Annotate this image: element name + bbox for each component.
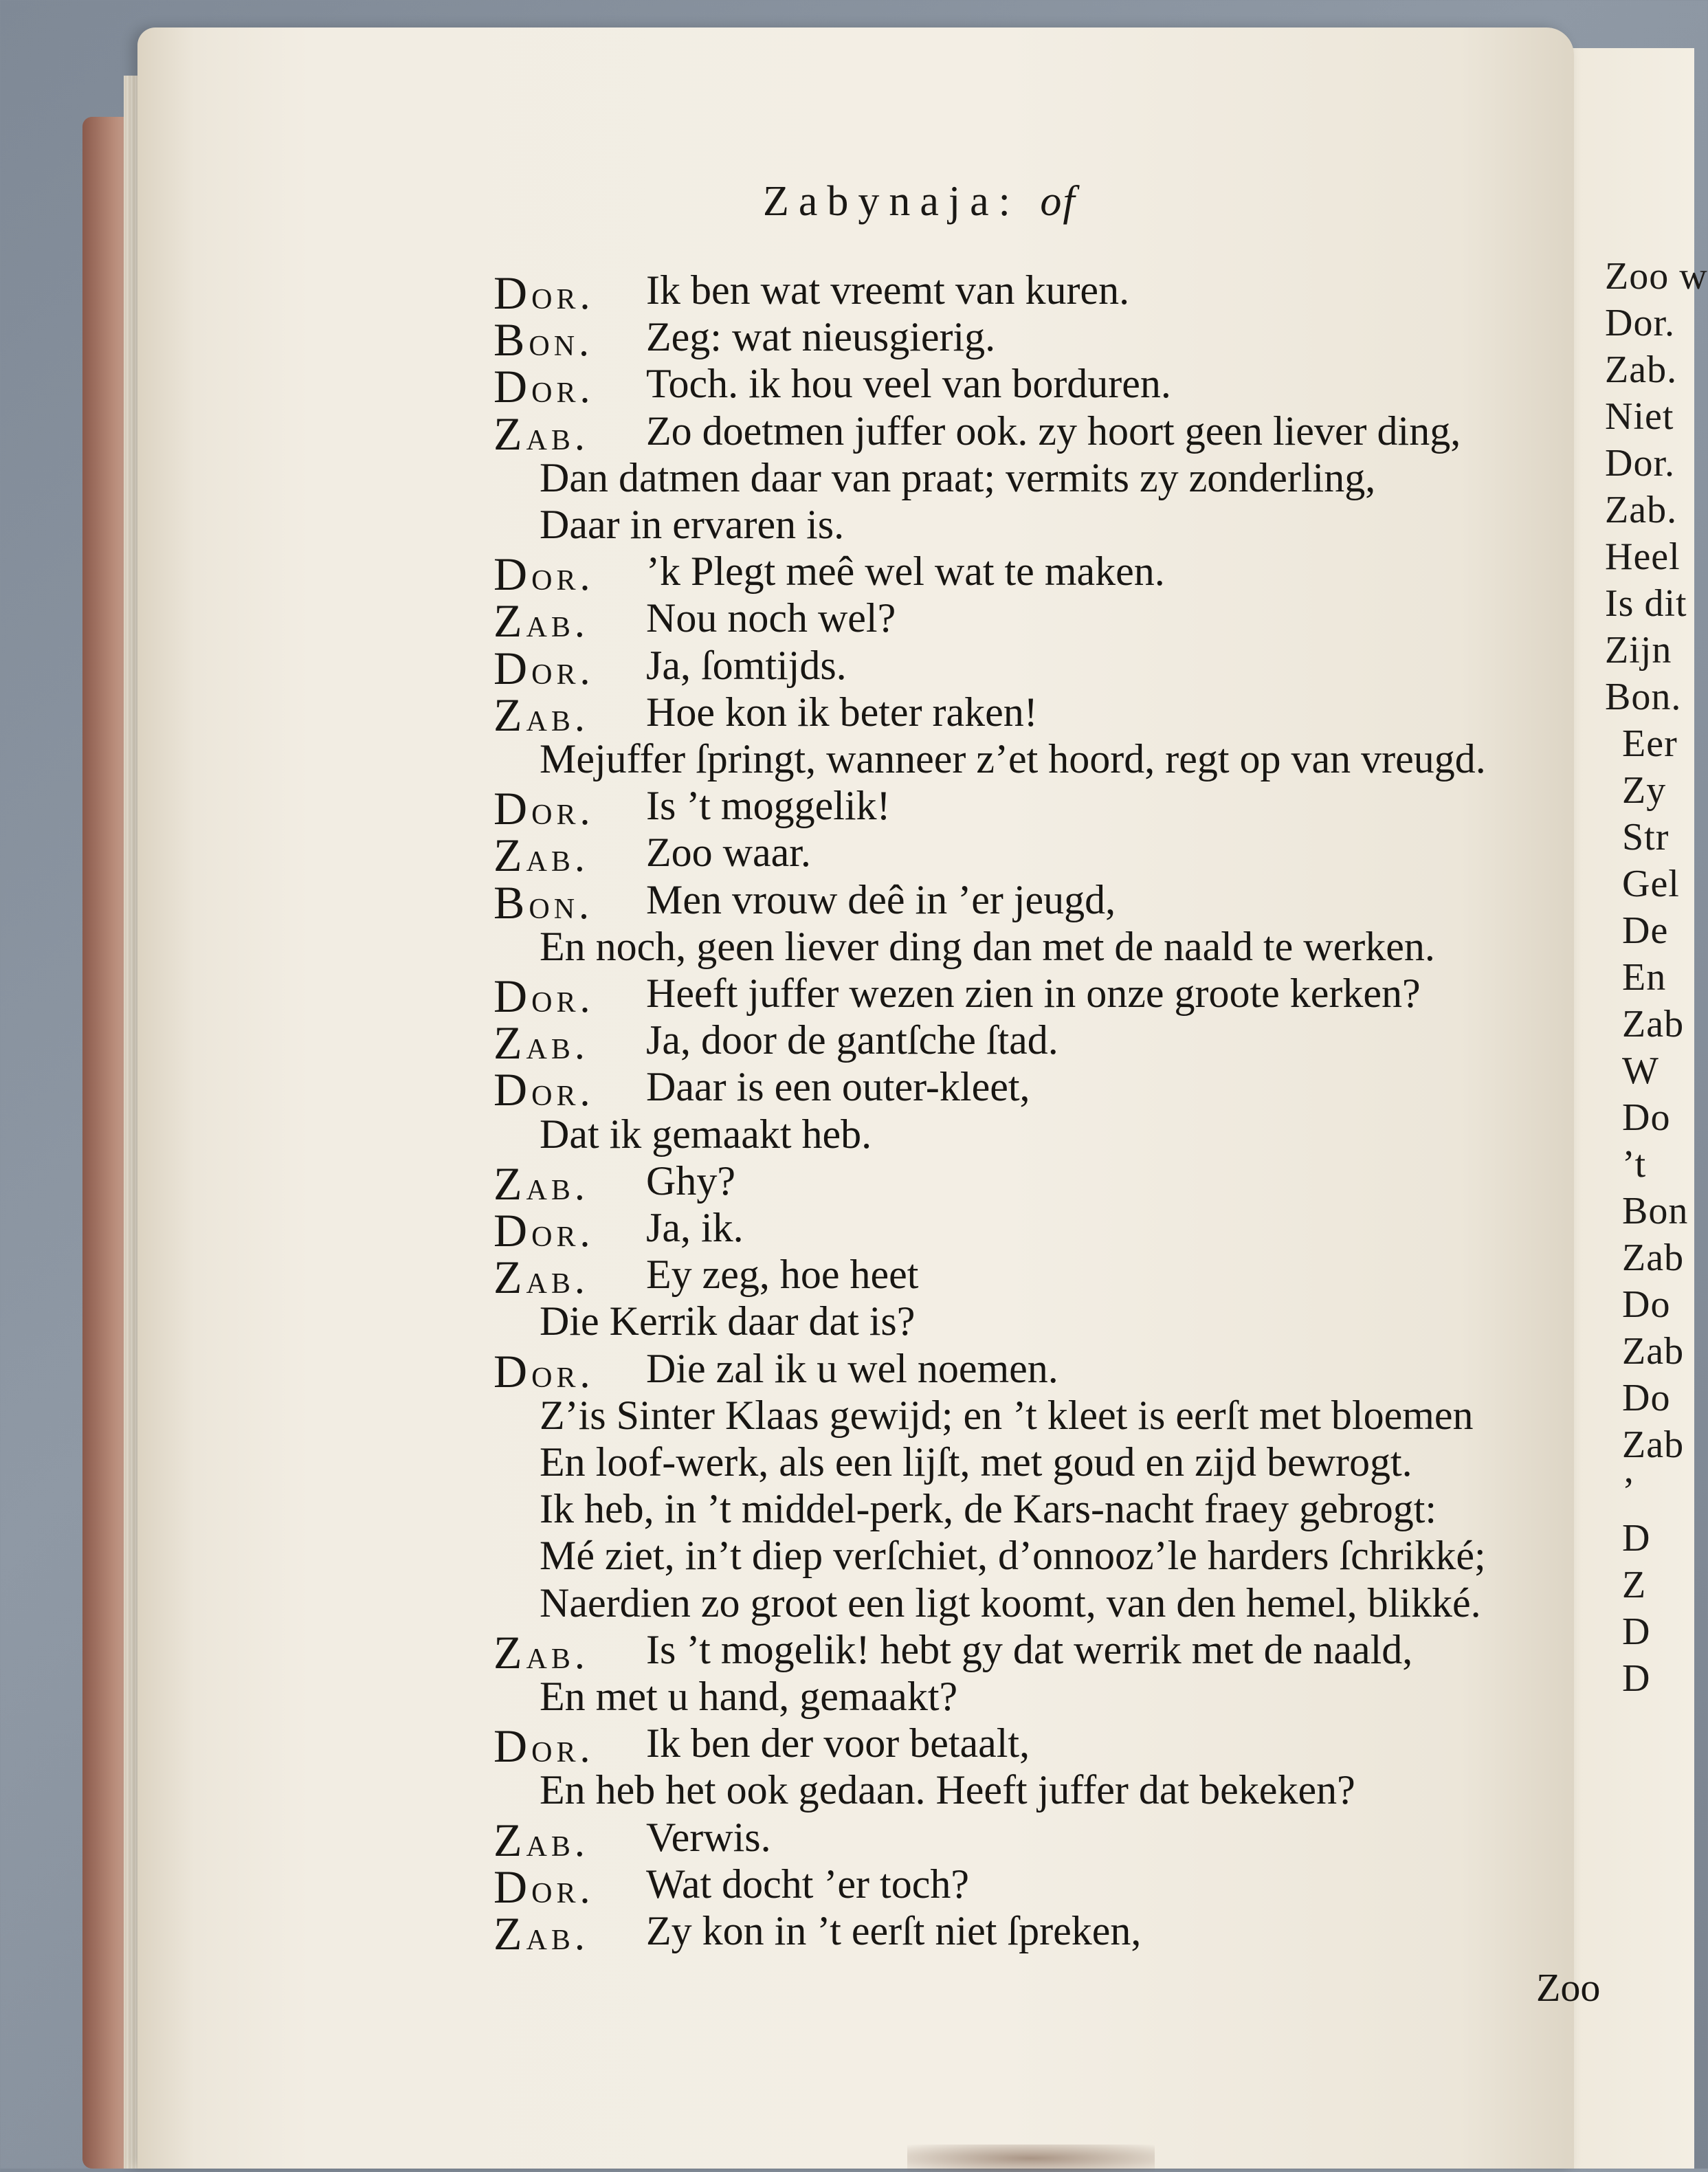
speaker-name: Zab. xyxy=(493,1626,589,1678)
facing-page-fragment: Zab xyxy=(1622,1237,1685,1279)
speaker-name: Dor. xyxy=(493,970,595,1022)
facing-page-fragment: Eer xyxy=(1622,722,1678,765)
facing-page-fragment: Heel xyxy=(1605,535,1681,578)
speaker-name: Dor. xyxy=(493,1861,595,1913)
facing-page-fragment: Dor. xyxy=(1605,302,1675,344)
line-text: Naerdien zo groot een ligt koomt, van den hemel, blikké. xyxy=(540,1580,1481,1626)
line-text: Dan datmen daar van praat; vermits zy zonderling, xyxy=(540,455,1376,500)
facing-page-fragment: D xyxy=(1622,1610,1651,1653)
facing-page-fragment: Gel xyxy=(1622,863,1680,905)
line-text: Daar in ervaren is. xyxy=(540,502,845,547)
running-head xyxy=(763,177,1076,226)
line-text: Nou noch wel? xyxy=(646,595,896,641)
speaker-name: Zab. xyxy=(493,829,589,881)
line-text: Is ’t mogelik! hebt gy dat werrik met de naald, xyxy=(646,1627,1413,1672)
line-text: Zy kon in ’t eerſt niet ſpreken, xyxy=(646,1908,1142,1953)
facing-page-fragment: Str xyxy=(1622,816,1670,858)
line-text: En heb het ook gedaan. Heeft juffer dat bekeken? xyxy=(540,1767,1355,1813)
facing-page-fragment: ’t xyxy=(1622,1143,1647,1186)
facing-page-fragment: Bon xyxy=(1622,1190,1689,1232)
catchword: Zoo xyxy=(1536,1965,1601,2010)
finger-shadow xyxy=(907,2145,1155,2172)
line-text: En met u hand, gemaakt? xyxy=(540,1674,958,1719)
speaker-name: Dor. xyxy=(493,1720,595,1772)
facing-page-fragment: De xyxy=(1622,909,1669,952)
facing-page-fragment: Niet xyxy=(1605,395,1674,438)
line-text: En loof-werk, als een lijſt, met goud en zijd bewrogt. xyxy=(540,1439,1412,1485)
facing-page-fragment: Zab. xyxy=(1605,348,1678,391)
line-text: Die Kerrik daar dat is? xyxy=(540,1298,916,1344)
facing-page-fragment: ’ xyxy=(1622,1470,1636,1513)
speaker-name: Zab. xyxy=(493,408,589,460)
running-head-suffix: of xyxy=(1040,178,1076,225)
line-text: Is ’t moggelik! xyxy=(646,783,891,828)
line-text: Wat docht ’er toch? xyxy=(646,1861,969,1907)
speaker-name: Zab. xyxy=(493,595,589,647)
speaker-name: Dor. xyxy=(493,782,595,834)
speaker-name: Zab. xyxy=(493,1157,589,1210)
speaker-name: Zab. xyxy=(493,1251,589,1303)
speaker-name: Dor. xyxy=(493,1204,595,1256)
facing-page-fragment: Zab xyxy=(1622,1423,1685,1466)
line-text: Ghy? xyxy=(646,1158,735,1204)
line-text: Verwis. xyxy=(646,1815,771,1860)
line-text: Z’is Sinter Klaas gewijd; en ’t kleet is eerſt met bloemen xyxy=(540,1393,1474,1438)
line-text: Mé ziet, in’t diep verſchiet, d’onnooz’le harders ſchrikké; xyxy=(540,1533,1486,1578)
line-text: Ik ben der voor betaalt, xyxy=(646,1720,1030,1766)
line-text: Daar is een outer-kleet, xyxy=(646,1064,1030,1109)
speaker-name: Dor. xyxy=(493,548,595,600)
line-text: Mejuffer ſpringt, wanneer z’et hoord, regt op van vreugd. xyxy=(540,736,1486,782)
facing-page-fragment: Dor. xyxy=(1605,442,1675,485)
facing-page-fragment: Zoo w xyxy=(1605,255,1708,298)
facing-page-fragment: W xyxy=(1622,1050,1659,1092)
line-text: Dat ik gemaakt heb. xyxy=(540,1111,872,1157)
speaker-name: Dor. xyxy=(493,360,595,412)
line-text: Zoo waar. xyxy=(646,830,811,875)
running-head-title: Zabynaja: xyxy=(763,178,1020,225)
line-text: Ja, ſomtijds. xyxy=(646,643,847,688)
line-text: Ik heb, in ’t middel-perk, de Kars-nacht fraey gebrogt: xyxy=(540,1486,1437,1531)
line-text: Zo doetmen juffer ook. zy hoort geen liever ding, xyxy=(646,408,1461,454)
facing-page-fragment: Zab xyxy=(1622,1003,1685,1045)
facing-page-fragment: D xyxy=(1622,1517,1651,1560)
facing-page-fragment: Zab xyxy=(1622,1330,1685,1373)
line-text: Ik ben wat vreemt van kuren. xyxy=(646,267,1130,313)
speaker-name: Dor. xyxy=(493,267,595,319)
facing-page-fragment: Do xyxy=(1622,1283,1671,1326)
line-text: ’k Plegt meê wel wat te maken. xyxy=(646,548,1165,594)
facing-page-fragment: Zab. xyxy=(1605,489,1678,531)
facing-page-fragment: Do xyxy=(1622,1377,1671,1419)
line-text: Toch. ik hou veel van borduren. xyxy=(646,361,1171,406)
line-text: Ey zeg, hoe heet xyxy=(646,1252,919,1297)
speaker-name: Zab. xyxy=(493,689,589,741)
speaker-name: Bon. xyxy=(493,313,594,366)
line-text: Hoe kon ik beter raken! xyxy=(646,689,1038,735)
line-text: Men vrouw deê in ’er jeugd, xyxy=(646,877,1116,922)
line-text: Ja, ik. xyxy=(646,1205,744,1250)
line-text: Zeg: wat nieusgierig. xyxy=(646,314,996,359)
speaker-name: Dor. xyxy=(493,1063,595,1116)
speaker-name: Bon. xyxy=(493,876,594,929)
line-text: En noch, geen liever ding dan met de naald te werken. xyxy=(540,924,1435,969)
speaker-name: Zab. xyxy=(493,1814,589,1866)
facing-page-fragment: Z xyxy=(1622,1564,1647,1606)
speaker-name: Zab. xyxy=(493,1017,589,1069)
facing-page-fragment: Do xyxy=(1622,1096,1671,1139)
facing-page-fragment: Zy xyxy=(1622,769,1667,812)
speaker-name: Dor. xyxy=(493,642,595,694)
facing-page-fragment: Is dit xyxy=(1605,582,1687,625)
line-text: Heeft juffer wezen zien in onze groote kerken? xyxy=(646,971,1421,1016)
speaker-name: Zab. xyxy=(493,1907,589,1960)
facing-page xyxy=(1557,48,1708,2169)
line-text: Ja, door de gantſche ſtad. xyxy=(646,1017,1058,1063)
facing-page-fragment: En xyxy=(1622,956,1667,999)
facing-page-fragment: Bon. xyxy=(1605,676,1682,718)
facing-page-fragment: Zijn xyxy=(1605,629,1672,672)
line-text: Die zal ik u wel noemen. xyxy=(646,1346,1058,1391)
speaker-name: Dor. xyxy=(493,1345,595,1397)
facing-page-fragment: D xyxy=(1622,1657,1651,1700)
